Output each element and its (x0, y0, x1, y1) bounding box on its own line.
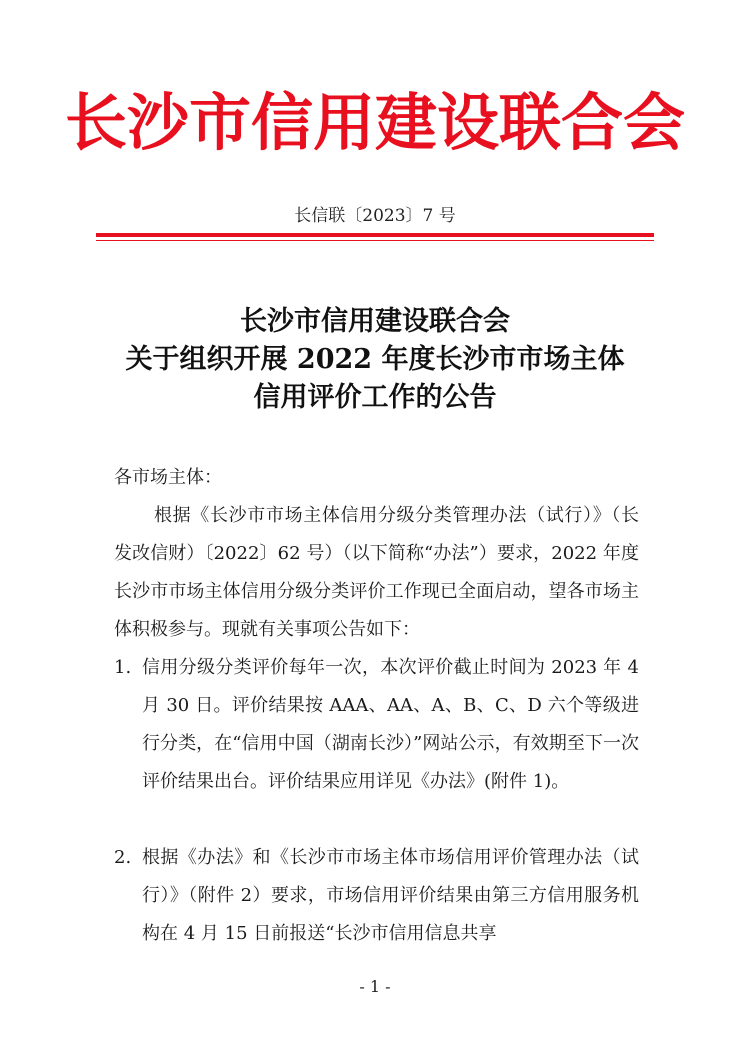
list-item-text: 根据《办法》和《长沙市市场主体市场信用评价管理办法（试行）》（附件 2）要求，市场信用评价结果由第三方信用服务机构在 4 月 15 日前报送“长沙市信用信息共享 (142, 847, 639, 944)
page-number: - 1 - (359, 977, 391, 996)
list-item-text: 信用分级分类评价每年一次，本次评价截止时间为 2023 年 4 月 30 日。评价结果按 AAA、AA、A、B、C、D 六个等级进行分类，在“信用中国（湖南长沙）”网站公示，有效期至下一次评价结果出台。评价结果应用详见《办法》(附件 1)。 (142, 657, 639, 792)
red-divider-thick (96, 233, 654, 237)
intro-paragraph (114, 497, 639, 649)
list-item-number: 2. (114, 847, 132, 868)
list-item (114, 839, 639, 953)
title-line-2: 关于组织开展 2022 年度长沙市市场主体 (125, 344, 625, 375)
intro-text: 根据《长沙市市场主体信用分级分类管理办法（试行）》（长发改信财）〔2022〕62 号）（以下简称“办法”）要求，2022 年度长沙市市场主体信用分级分类评价工作现已全面启动，望各市场主体积极参与。现就有关事项公告如下： (114, 505, 639, 640)
announcement-title (60, 303, 690, 417)
title-line-3: 信用评价工作的公告 (253, 382, 497, 413)
masthead-title: 长沙市信用建设联合会 (64, 86, 685, 159)
list-item-number: 1. (114, 657, 132, 678)
list-item (114, 649, 639, 801)
document-number: 长信联〔2023〕7 号 (294, 206, 456, 226)
salutation: 各市场主体： (114, 467, 222, 488)
title-line-1: 长沙市信用建设联合会 (240, 306, 510, 337)
red-divider-thin (96, 240, 654, 241)
